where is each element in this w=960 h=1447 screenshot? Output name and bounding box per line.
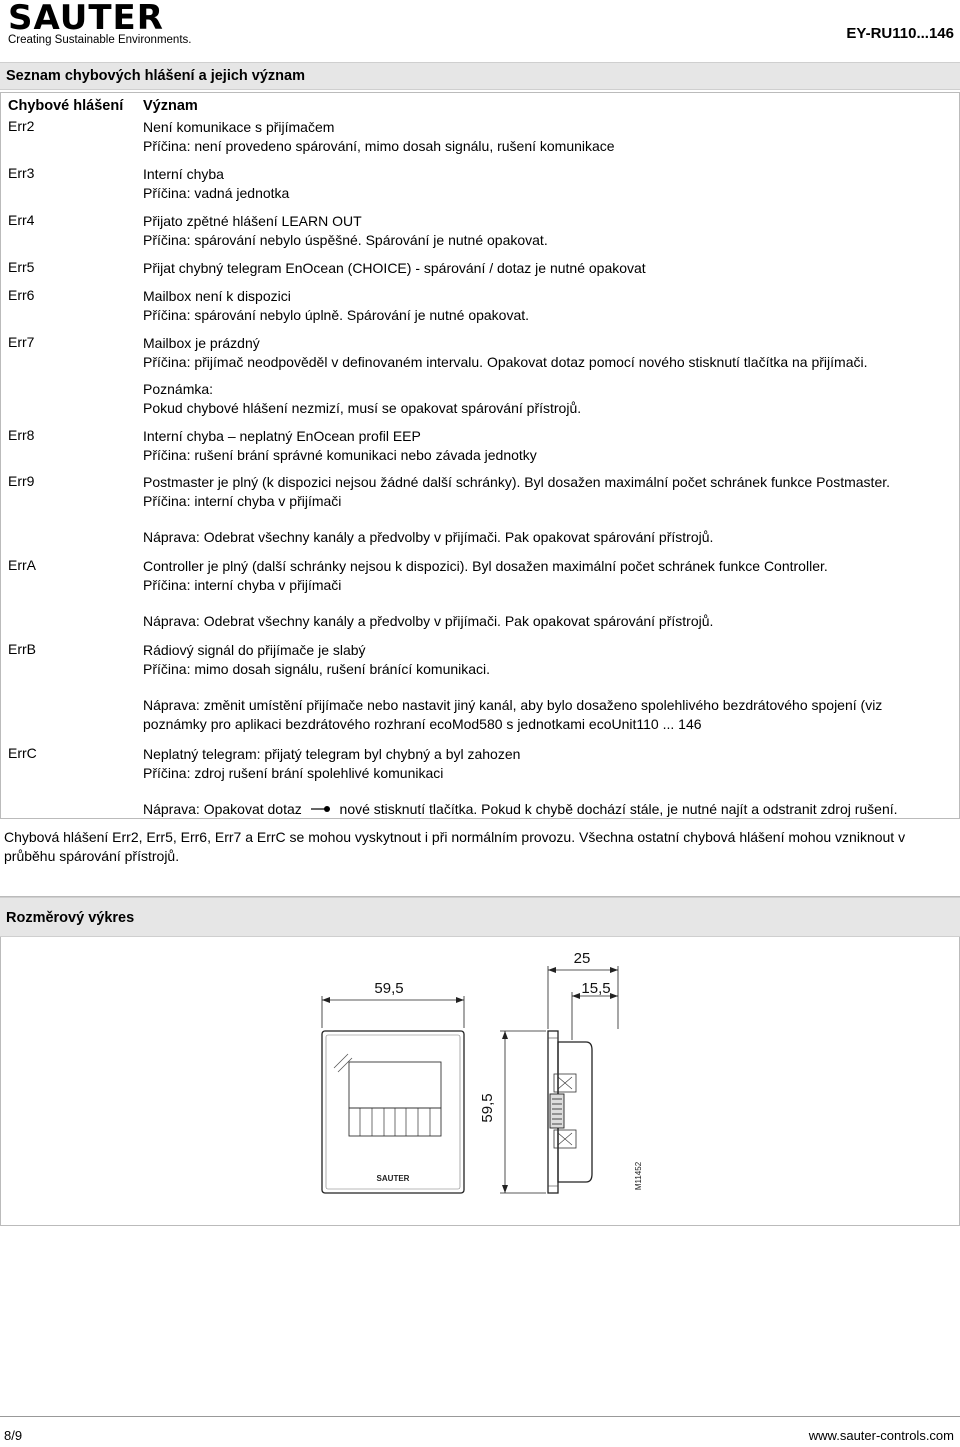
error-description: Interní chyba – neplatný EnOcean profil EEP Příčina: rušení brání správné komunikaci nebo závada jednotky xyxy=(143,428,537,463)
error-code: ErrA xyxy=(8,557,36,573)
dimension-depth-total-label: 25 xyxy=(573,950,591,967)
arrow-right-icon xyxy=(310,800,332,819)
error-description: Není komunikace s přijímačem Příčina: není provedeno spárování, mimo dosah signálu, rušení komunikace xyxy=(143,119,615,154)
document-id: EY-RU110...146 xyxy=(846,25,954,42)
drawing-section-bar xyxy=(0,897,960,937)
dimension-drawing xyxy=(0,936,960,1224)
column-header-meaning: Význam xyxy=(143,98,198,114)
error-description: Mailbox je prázdný Příčina: přijímač neodpověděl v definovaném intervalu. Opakovat dotaz pomocí nového stisknutí tlačítka na přijímači. Poznámka: Pokud chybové hlášení nezmizí, musí se opakovat spárování přístrojů. xyxy=(143,335,868,416)
error-description: Interní chyba Příčina: vadná jednotka xyxy=(143,166,290,201)
error-description: Mailbox není k dispozici Příčina: spárování nebylo úplně. Spárování je nutné opakovat. xyxy=(143,288,530,323)
logo-tagline: Creating Sustainable Environments. xyxy=(8,34,192,46)
error-code: Err5 xyxy=(8,259,35,275)
error-description: Přijato zpětné hlášení LEARN OUT Příčina: spárování nebylo úspěšné. Spárování je nutné opakovat. xyxy=(143,213,548,248)
dimension-height-label: 59,5 xyxy=(479,1093,496,1123)
error-code: Err7 xyxy=(8,334,35,350)
error-description: Postmaster je plný (k dispozici nejsou žádné další schránky). Byl dosažen maximální počet schránek funkce Postmaster. Příčina: interní chyba v přijímači Náprava: Odebrat všechny kanály a předvolby v přijímači. Pak opakovat spárování přístrojů. xyxy=(143,474,891,545)
errors-section-title: Seznam chybových hlášení a jejich význam xyxy=(6,68,305,84)
error-code: Err6 xyxy=(8,287,35,303)
drawing-section-title: Rozměrový výkres xyxy=(6,910,135,926)
drawing-id: M11452 xyxy=(634,1161,643,1191)
error-code: Err9 xyxy=(8,473,35,489)
errors-section-bar xyxy=(0,62,960,90)
logo-wordmark: SAUTER xyxy=(8,0,164,38)
error-description: Rádiový signál do přijímače je slabý Příčina: mimo dosah signálu, rušení bránící komunikaci. Náprava: změnit umístění přijímače nebo nastavit jiný kanál, aby bylo dosaženo spolehlivého bezdrátového spojení (viz poznámky pro aplikaci bezdrátového rozhraní ecoMod580 s jednotkami ecoUnit110 ... 146 xyxy=(143,642,883,732)
dimension-depth-part-label: 15,5 xyxy=(581,980,611,997)
error-code: Err8 xyxy=(8,427,35,443)
error-code: ErrC xyxy=(8,745,37,761)
error-description: Controller je plný (další schránky nejsou k dispozici). Byl dosažen maximální počet schránek funkce Controller. Příčina: interní chyba v přijímači Náprava: Odebrat všechny kanály a předvolby v přijímači. Pak opakovat spárování přístrojů. xyxy=(143,558,828,629)
error-code: ErrB xyxy=(8,641,36,657)
error-code: Err3 xyxy=(8,165,35,181)
errors-footnote: Chybová hlášení Err2, Err5, Err6, Err7 a ErrC se mohou vyskytnout i při normálním provozu. Všechna ostatní chybová hlášení mohou vzniknout v průběhu spárování přístrojů. xyxy=(4,829,906,864)
error-description: Přijat chybný telegram EnOcean (CHOICE) - spárování / dotaz je nutné opakovat xyxy=(143,260,646,276)
dimension-width-label: 59,5 xyxy=(374,980,404,997)
error-code: Err2 xyxy=(8,118,35,134)
error-code: Err4 xyxy=(8,212,35,228)
device-logo: SAUTER xyxy=(376,1174,410,1183)
sauter-logo xyxy=(8,0,164,36)
column-header-code: Chybové hlášení xyxy=(8,98,124,114)
error-description: Neplatný telegram: přijatý telegram byl chybný a byl zahozen Příčina: zdroj rušení brání spolehlivé komunikaci Náprava: Opakovat dotaz nové stisknutí tlačítka. Pokud k chybě dochází stále, je nutné najít a odstranit zdroj rušení. xyxy=(143,746,898,817)
website-url: www.sauter-controls.com xyxy=(808,1428,954,1443)
footer-divider xyxy=(0,1416,960,1417)
page-number: 8/9 xyxy=(4,1428,23,1443)
